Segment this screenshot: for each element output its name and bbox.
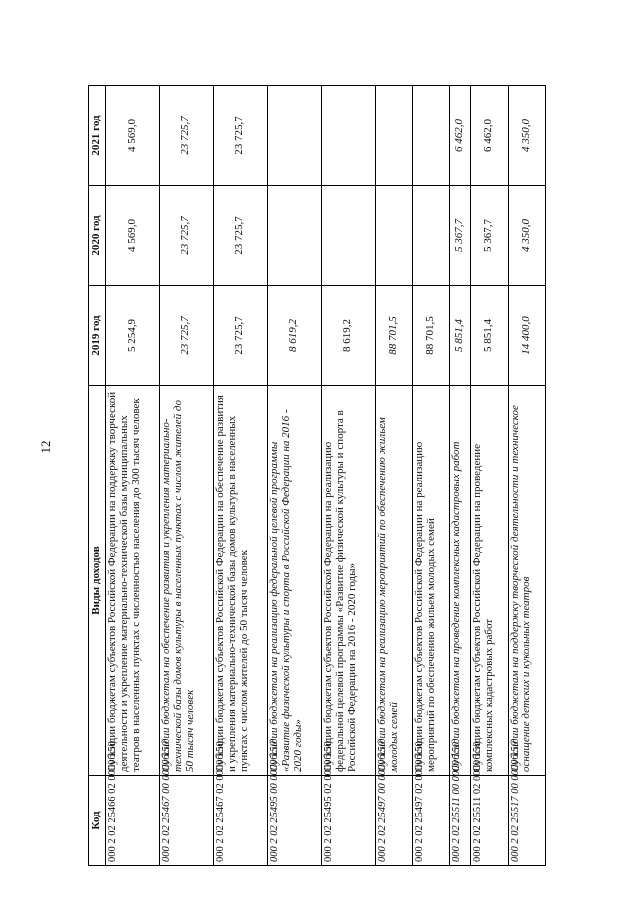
header-code: Код <box>89 776 106 866</box>
value-2021-cell <box>375 86 412 186</box>
revenue-table <box>88 85 546 866</box>
value-2020-cell: 5 367,7 <box>471 186 508 286</box>
value-2020-cell: 5 367,7 <box>450 186 471 286</box>
value-2020-cell: 4 350,0 <box>508 186 545 286</box>
revenue-type-cell: Субсидии бюджетам на поддержку творческой деятельности и техническое оснащение детских и кукольных театров <box>508 386 545 776</box>
revenue-type-cell: Субсидии бюджетам субъектов Российской Федерации на проведение комплексных кадастровых работ <box>471 386 508 776</box>
rotated-page-content <box>88 86 546 866</box>
value-2021-cell <box>267 86 321 186</box>
value-2021-cell: 4 350,0 <box>508 86 545 186</box>
table-row <box>471 86 508 866</box>
revenue-type-cell: Субсидии бюджетам субъектов Российской Федерации на обеспечение развития и укрепления материально-технической базы домов культуры в населенных пунктах с числом жителей до 50 тысяч человек <box>213 386 267 776</box>
code-cell: 000 2 02 25467 00 0000 150 <box>159 776 213 866</box>
value-2021-cell: 23 725,7 <box>213 86 267 186</box>
value-2020-cell <box>375 186 412 286</box>
value-2021-cell: 6 462,0 <box>471 86 508 186</box>
table-row <box>213 86 267 866</box>
code-cell: 000 2 02 25511 02 0000 150 <box>471 776 508 866</box>
value-2019-cell: 88 701,5 <box>413 286 450 386</box>
code-cell: 000 2 02 25497 02 0000 150 <box>413 776 450 866</box>
code-cell: 000 2 02 25466 02 0000 150 <box>106 776 160 866</box>
value-2019-cell: 8 619,2 <box>321 286 375 386</box>
revenue-type-cell: Субсидии бюджетам субъектов Российской Федерации на реализацию федеральной целевой программы «Развитие физической культуры и спорта в Российской Федерации на 2016 - 2020 годы» <box>321 386 375 776</box>
header-revenue-type: Виды доходов <box>89 386 106 776</box>
code-cell: 000 2 02 25511 00 0000 150 <box>450 776 471 866</box>
header-2019: 2019 год <box>89 286 106 386</box>
page-number: 12 <box>38 440 53 454</box>
value-2020-cell <box>413 186 450 286</box>
value-2020-cell: 23 725,7 <box>159 186 213 286</box>
revenue-type-cell: Субсидии бюджетам на проведение комплексных кадастровых работ <box>450 386 471 776</box>
value-2019-cell: 5 851,4 <box>471 286 508 386</box>
value-2020-cell <box>321 186 375 286</box>
value-2020-cell: 4 569,0 <box>106 186 160 286</box>
revenue-type-cell: Субсидии бюджетам на обеспечение развития и укрепления материально-технической базы домов культуры в населенных пунктах с числом жителей до 50 тысяч человек <box>159 386 213 776</box>
header-2021: 2021 год <box>89 86 106 186</box>
code-cell: 000 2 02 25497 00 0000 150 <box>375 776 412 866</box>
value-2019-cell: 8 619,2 <box>267 286 321 386</box>
revenue-type-cell: Субсидии бюджетам субъектов Российской Федерации на поддержку творческой деятельности и укрепление материально-технической базы муниципальных театров в населенных пунктах с численностью населения до 300 тысяч человек <box>106 386 160 776</box>
table-row <box>450 86 471 866</box>
value-2021-cell <box>321 86 375 186</box>
table-row <box>508 86 545 866</box>
table-row <box>413 86 450 866</box>
code-cell: 000 2 02 25495 00 0000 150 <box>267 776 321 866</box>
table-row <box>267 86 321 866</box>
value-2019-cell: 5 254,9 <box>106 286 160 386</box>
table-header-row <box>89 86 106 866</box>
value-2019-cell: 23 725,7 <box>213 286 267 386</box>
code-cell: 000 2 02 25495 02 0000 150 <box>321 776 375 866</box>
value-2019-cell: 14 400,0 <box>508 286 545 386</box>
value-2021-cell: 4 569,0 <box>106 86 160 186</box>
value-2020-cell: 23 725,7 <box>213 186 267 286</box>
value-2021-cell <box>413 86 450 186</box>
table-row <box>375 86 412 866</box>
value-2021-cell: 6 462,0 <box>450 86 471 186</box>
revenue-type-cell: Субсидии бюджетам на реализацию мероприятий по обеспечению жильем молодых семей <box>375 386 412 776</box>
value-2019-cell: 23 725,7 <box>159 286 213 386</box>
revenue-type-cell: Субсидии бюджетам субъектов Российской Федерации на реализацию мероприятий по обеспечению жильем молодых семей <box>413 386 450 776</box>
table-row <box>159 86 213 866</box>
table-row <box>106 86 160 866</box>
table-row <box>321 86 375 866</box>
value-2021-cell: 23 725,7 <box>159 86 213 186</box>
value-2019-cell: 5 851,4 <box>450 286 471 386</box>
value-2020-cell <box>267 186 321 286</box>
code-cell: 000 2 02 25467 02 0000 150 <box>213 776 267 866</box>
code-cell: 000 2 02 25517 00 0000 150 <box>508 776 545 866</box>
revenue-type-cell: Субсидии бюджетам на реализацию федеральной целевой программы «Развитие физической культуры и спорта в Российской Федерации на 2016 - 2020 годы» <box>267 386 321 776</box>
header-2020: 2020 год <box>89 186 106 286</box>
value-2019-cell: 88 701,5 <box>375 286 412 386</box>
